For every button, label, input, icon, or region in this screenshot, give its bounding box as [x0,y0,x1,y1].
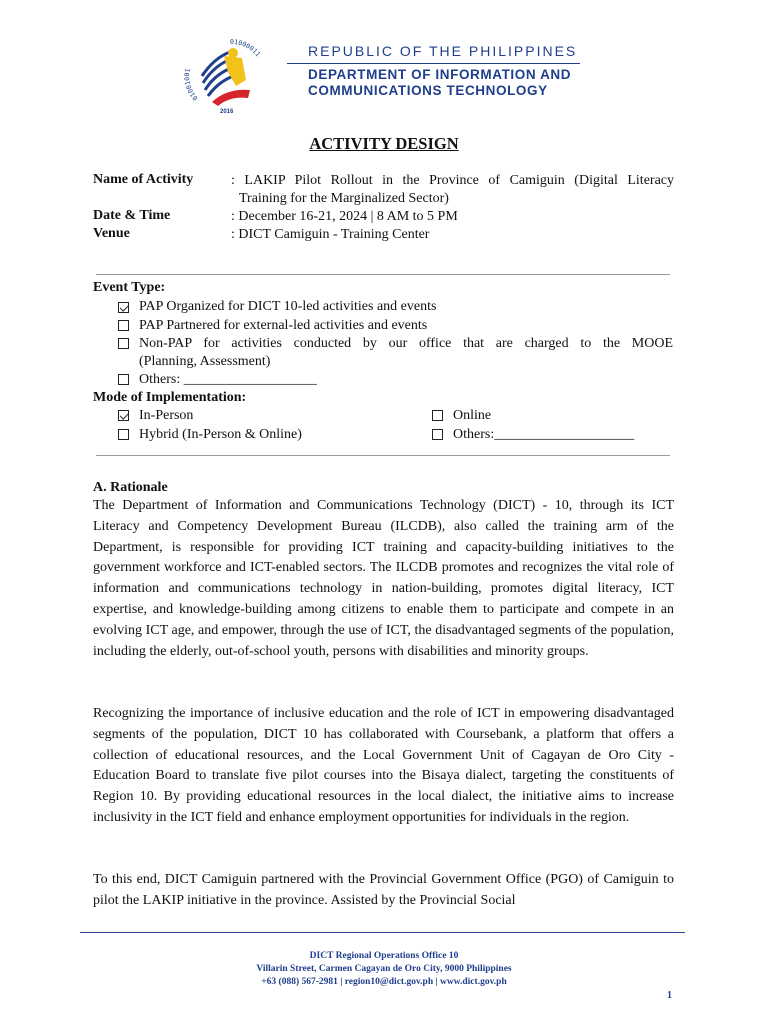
rationale-heading: A. Rationale [93,480,168,495]
event-type-option-pap-organized: PAP Organized for DICT 10-led activities and events [139,299,437,314]
mode-option-in-person: In-Person [139,408,194,423]
footer-office: DICT Regional Operations Office 10 [309,951,459,961]
seal-binary-left: 01001 1 [184,67,200,102]
name-of-activity-value-line2: Training for the Marginalized Sector) [239,191,449,206]
section-divider-bottom [96,455,670,456]
seal-binary-right: 01000011 [229,37,262,59]
event-type-option-non-pap: Non-PAP for activities conducted by our office that are charged to the MOOE [139,336,673,351]
footer-divider [80,932,685,933]
mode-checkbox-hybrid[interactable] [118,429,129,440]
footer-address: Villarin Street, Carmen Cagayan de Oro City, 9000 Philippines [256,964,512,974]
page-number: 1 [667,990,672,1001]
name-of-activity-label: Name of Activity [93,172,194,187]
header-divider [287,63,580,64]
mode-checkbox-in-person[interactable] [118,410,129,421]
event-type-checkbox-others[interactable] [118,374,129,385]
venue-value: : DICT Camiguin - Training Center [231,227,430,242]
mode-option-online: Online [453,408,492,423]
header-dept-line2: COMMUNICATIONS TECHNOLOGY [308,83,548,98]
mode-checkbox-others[interactable] [432,429,443,440]
event-type-checkbox-pap-organized[interactable] [118,302,129,313]
event-type-checkbox-non-pap[interactable] [118,338,129,349]
event-type-option-pap-partnered: PAP Partnered for external-led activities and events [139,318,428,333]
header-dept-line1: DEPARTMENT OF INFORMATION AND [308,67,572,82]
dict-seal-logo [184,36,270,116]
event-type-option-others: Others: ___________________ [139,372,317,387]
event-type-checkbox-pap-partnered[interactable] [118,320,129,331]
seal-year: 2016 [220,109,234,115]
header-department [308,67,571,99]
footer-contact: +63 (088) 567-2981 | region10@dict.gov.ph | www.dict.gov.ph [261,977,507,987]
mode-option-hybrid: Hybrid (In-Person & Online) [139,427,302,442]
name-of-activity-value-line1: : LAKIP Pilot Rollout in the Province of Camiguin (Digital Literacy [231,173,674,188]
mode-label: Mode of Implementation: [93,390,247,405]
mode-checkbox-online[interactable] [432,410,443,421]
rationale-paragraph-1: The Department of Information and Communications Technology (DICT) - 10, through its ICT Literacy and Competency Development Bureau (ILCDB), also called the training arm of the Department, is responsible for providing ICT training and capacity-building initiatives to the government workforce and ICT-enabled sectors. The ILCDB promotes and recognizes the vital role of information and communications technology in nation-building, promotes digital literacy, ICT expertise, and knowledge-building among citizens to enable them to participate and compete in an evolving ICT age, and empower, through the use of ICT, the disadvantaged segments of the population, including the elderly, out-of-school youth, persons with disabilities and minority groups. [93,498,674,659]
event-type-label: Event Type: [93,280,166,295]
event-type-option-non-pap-line2: (Planning, Assessment) [139,354,271,369]
rationale-paragraph-3: To this end, DICT Camiguin partnered with the Provincial Government Office (PGO) of Camiguin to pilot the LAKIP initiative in the province. Assisted by the Provincial Social [93,872,674,908]
date-time-value: : December 16-21, 2024 | 8 AM to 5 PM [231,209,458,224]
mode-option-others: Others:____________________ [453,427,635,442]
header-republic: REPUBLIC OF THE PHILIPPINES [308,43,578,59]
date-time-label: Date & Time [93,208,171,223]
rationale-paragraph-2: Recognizing the importance of inclusive education and the role of ICT in empowering disadvantaged segments of the population, DICT 10 has collaborated with Coursebank, a platform that offers a collection of educational resources, and the Local Government Unit of Cagayan de Oro City - Education Board to translate five pilot courses into the Bisaya dialect, targeting the constituents of Region 10. By providing educational resources in the local dialect, the initiative aims to increase inclusivity in the ICT field and enhance employment opportunities for individuals in the region. [93,706,674,825]
venue-label: Venue [93,226,130,241]
section-divider-top [96,274,670,275]
document-title: ACTIVITY DESIGN [309,134,459,153]
